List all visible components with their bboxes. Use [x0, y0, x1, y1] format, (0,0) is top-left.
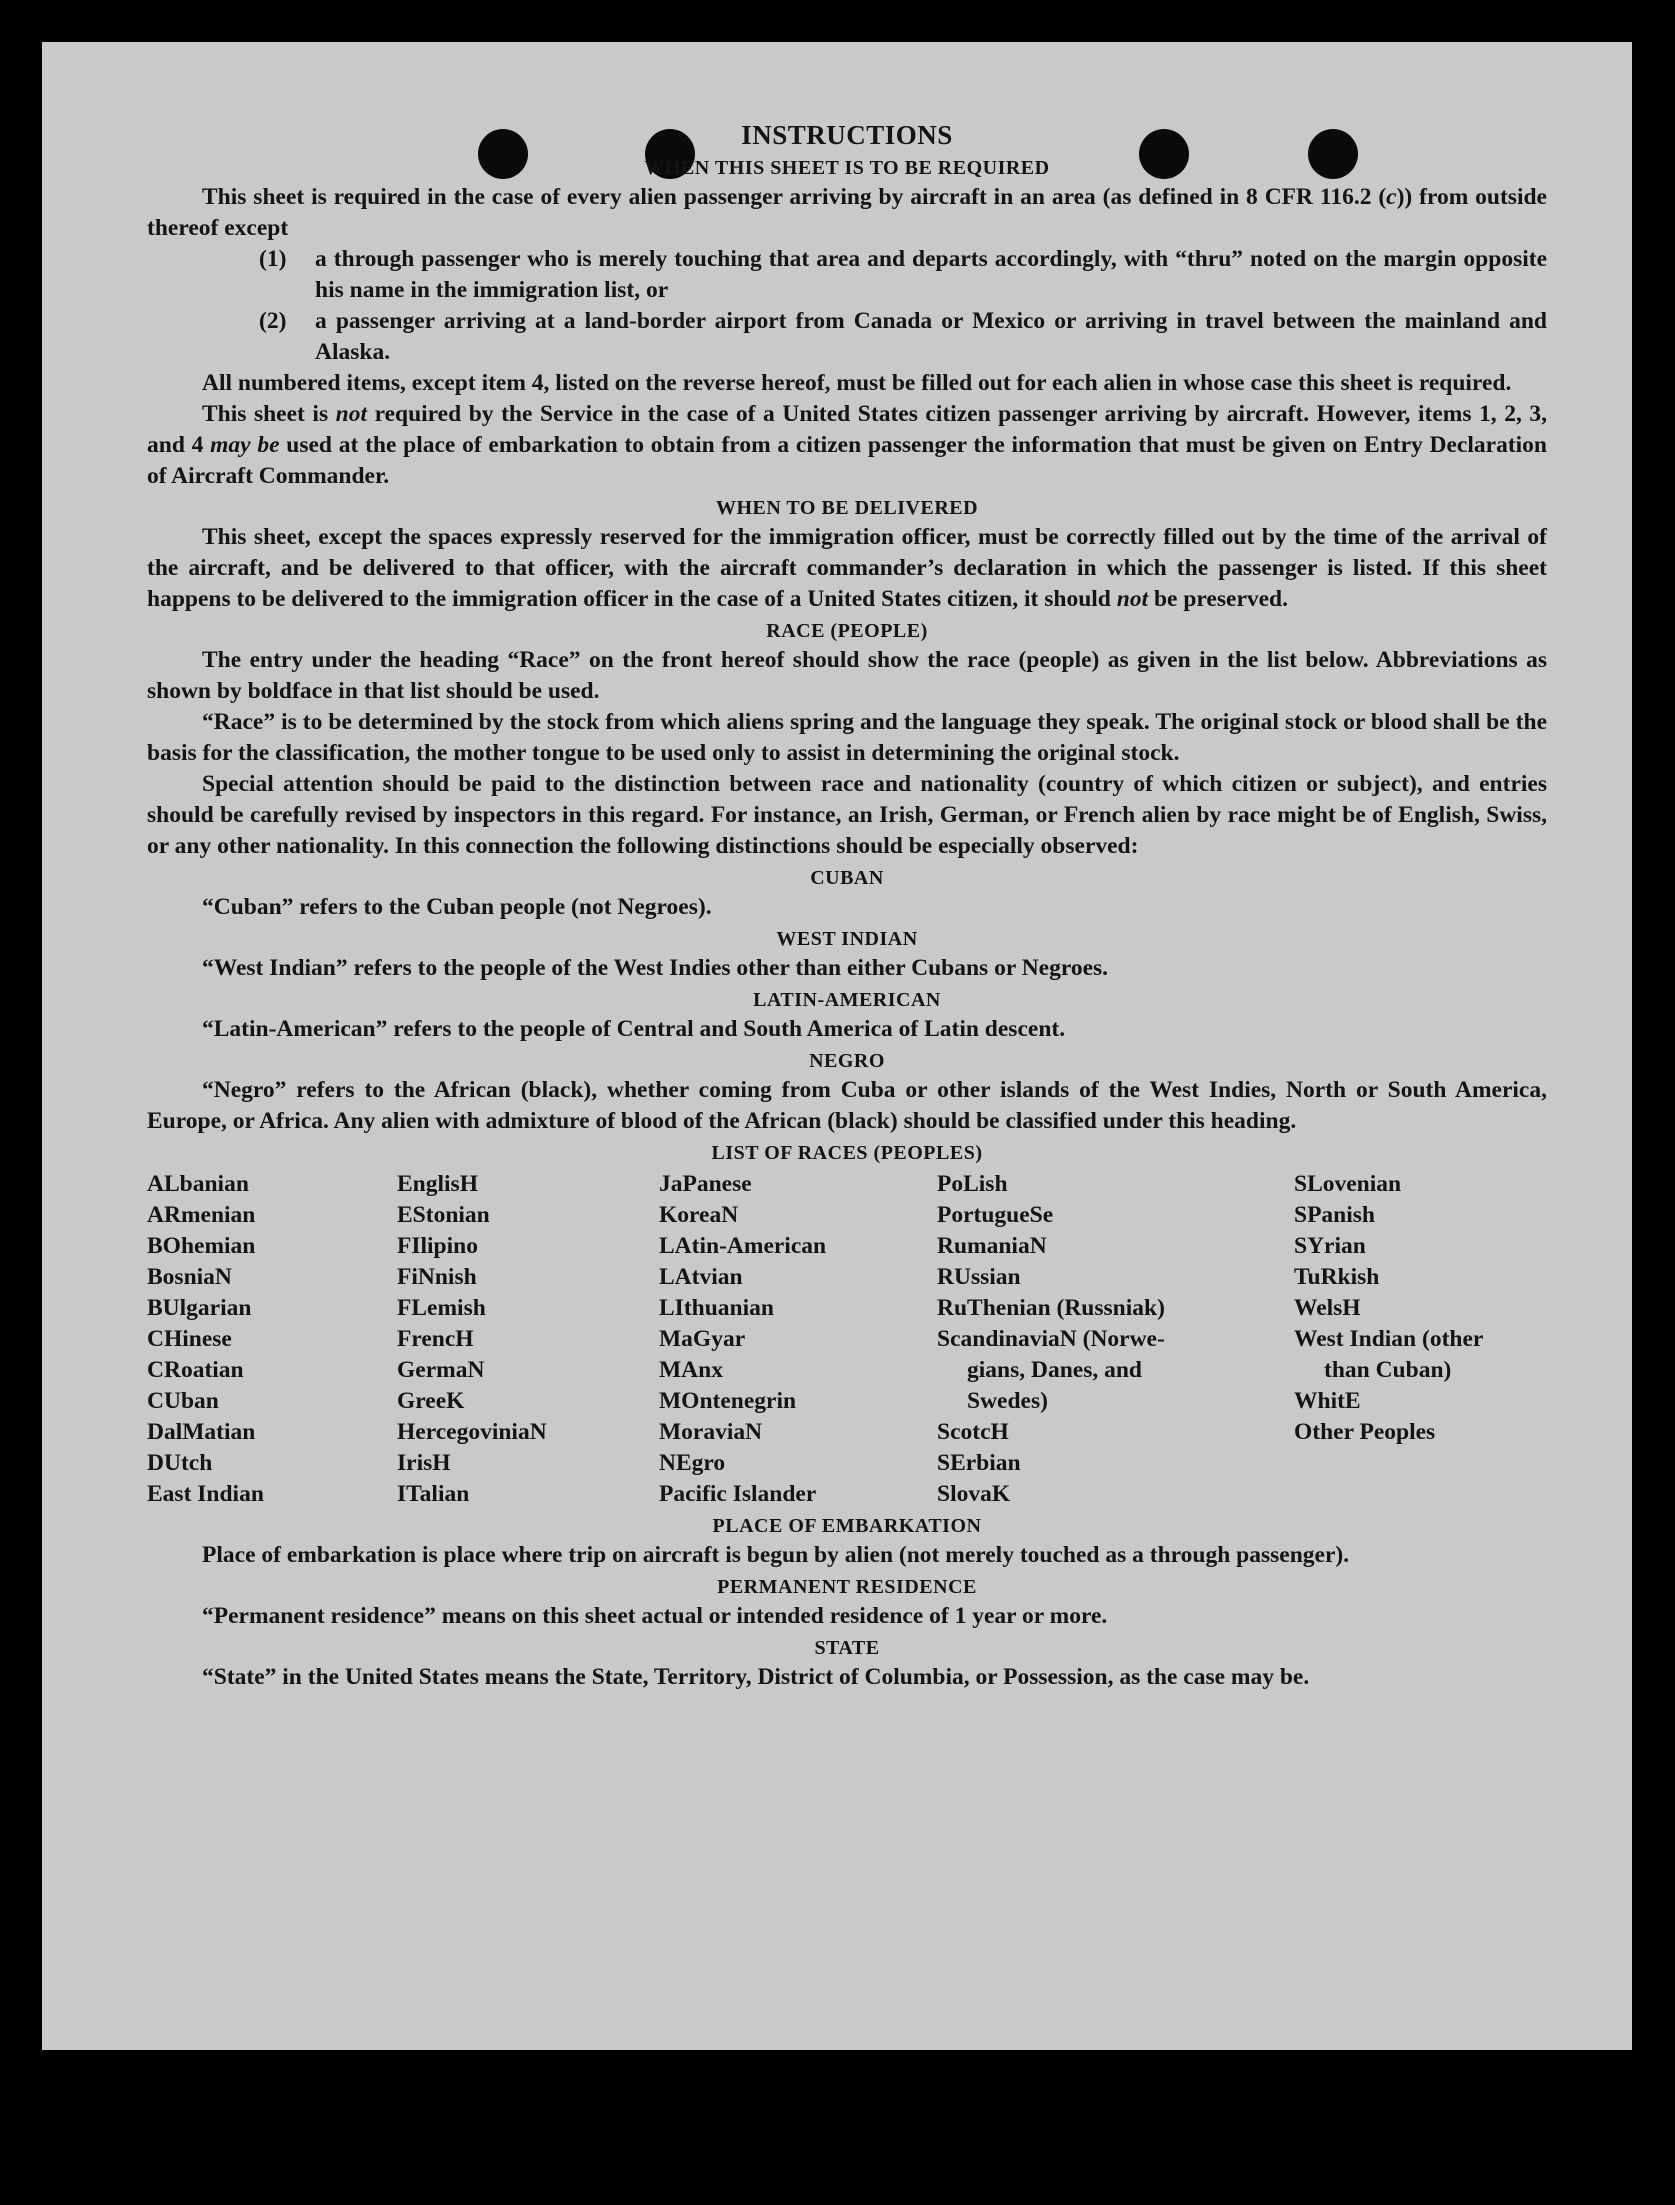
race-entry: CHinese	[147, 1326, 232, 1352]
race-entry: SPanish	[1294, 1202, 1375, 1228]
race-entry: MAnx	[659, 1357, 723, 1383]
section-heading-latin-american: LATIN-AMERICAN	[753, 989, 941, 1011]
text-segment: be preserved.	[1148, 586, 1288, 612]
paragraph	[147, 399, 1547, 492]
race-entry: TuRkish	[1294, 1264, 1380, 1290]
text-segment: )) from outside thereof except	[147, 184, 1547, 241]
paragraph	[147, 1014, 1547, 1045]
race-entry: Pacific Islander	[659, 1481, 817, 1507]
race-entry: MOntenegrin	[659, 1388, 797, 1414]
race-entry: LAtin-American	[659, 1233, 827, 1259]
paragraph	[147, 707, 1547, 769]
race-entry: MaGyar	[659, 1326, 746, 1352]
race-entry: JaPanese	[659, 1171, 752, 1197]
text-segment: Special attention should be paid to the distinction between race and nationality (country of which citizen or subject), and entries should be carefully revised by inspectors in this regard. For instance, an Irish, German, or French alien by race might be of English, Swiss, or any other nationality. In this connection the following distinctions should be especially observed:	[147, 771, 1547, 859]
emphasis-text: not	[1116, 586, 1149, 612]
race-entry: ALbanian	[147, 1171, 249, 1197]
race-entry: KoreaN	[659, 1202, 739, 1228]
section-heading-permanent-residence: PERMANENT RESIDENCE	[717, 1576, 977, 1598]
item-text	[315, 244, 1547, 306]
text-segment: required by the Service in the case of a United States citizen passenger arriving by aircraft. However, items 1, 2, 3, and 4	[147, 401, 1548, 458]
text-segment: a passenger arriving at a land-border airport from Canada or Mexico or arriving in travel between the mainland and Alaska.	[315, 308, 1547, 365]
race-entry: HercegoviniaN	[397, 1419, 547, 1445]
race-entry: ScandinaviaN (Norwe-	[937, 1326, 1165, 1352]
numbered-item	[259, 306, 1547, 368]
section-heading-race-people: RACE (PEOPLE)	[766, 620, 928, 642]
section-heading-west-indian: WEST INDIAN	[776, 928, 918, 950]
text-segment: This sheet is	[202, 401, 336, 427]
race-entry: DUtch	[147, 1450, 213, 1476]
race-entry: RumaniaN	[937, 1233, 1047, 1259]
paragraph	[147, 368, 1547, 399]
race-entry-continued: than Cuban)	[1324, 1357, 1452, 1383]
race-entry: EStonian	[397, 1202, 490, 1228]
race-entry-continued: gians, Danes, and	[967, 1357, 1142, 1383]
paragraph	[147, 953, 1547, 984]
race-entry: ScotcH	[937, 1419, 1009, 1445]
race-entry: PortugueSe	[937, 1202, 1054, 1228]
race-entry: PoLish	[937, 1171, 1008, 1197]
race-entry: BUlgarian	[147, 1295, 252, 1321]
emphasis-text: may be	[210, 432, 280, 458]
races-column	[659, 1169, 937, 1510]
paragraph	[147, 892, 1547, 923]
paragraph	[147, 645, 1547, 707]
section-heading-when-to-be-delivered: WHEN TO BE DELIVERED	[715, 497, 979, 519]
race-entry: SLovenian	[1294, 1171, 1402, 1197]
race-entry: MoraviaN	[659, 1419, 763, 1445]
race-entry: FrencH	[397, 1326, 474, 1352]
race-entry: NEgro	[659, 1450, 726, 1476]
race-entry: GermaN	[397, 1357, 485, 1383]
text-segment: “Race” is to be determined by the stock from which aliens spring and the language they speak. The original stock or blood shall be the basis for the classification, the mother tongue to be used only to assist in determining the original stock.	[147, 709, 1547, 766]
text-segment: “West Indian” refers to the people of the West Indies other than either Cubans or Negroes.	[202, 955, 1109, 981]
race-entry: CRoatian	[147, 1357, 244, 1383]
item-text	[315, 306, 1547, 368]
races-column	[937, 1169, 1294, 1510]
paragraph	[147, 182, 1547, 244]
paragraph	[147, 1601, 1547, 1632]
race-entry: RUssian	[937, 1264, 1021, 1290]
paragraph	[147, 769, 1547, 862]
paragraph	[147, 522, 1547, 615]
races-column	[147, 1169, 397, 1510]
races-list	[147, 1169, 1547, 1510]
paragraph	[147, 1540, 1547, 1571]
section-heading-cuban: CUBAN	[810, 867, 884, 889]
text-segment: used at the place of embarkation to obtain from a citizen passenger the information that must be given on Entry Declaration of Aircraft Commander.	[147, 432, 1547, 489]
race-entry: LAtvian	[659, 1264, 743, 1290]
race-entry: EnglisH	[397, 1171, 478, 1197]
race-entry: FIlipino	[397, 1233, 478, 1259]
instruction-sections	[147, 154, 1547, 1137]
races-heading: LIST OF RACES (PEOPLES)	[711, 1142, 983, 1164]
race-entry: SYrian	[1294, 1233, 1366, 1259]
race-entry: RuThenian (Russniak)	[937, 1295, 1165, 1321]
text-segment: a through passenger who is merely touching that area and departs accordingly, with “thru” noted on the margin opposite his name in the immigration list, or	[315, 246, 1547, 303]
race-entry: BOhemian	[147, 1233, 256, 1259]
race-entry: West Indian (other	[1294, 1326, 1484, 1352]
section-heading-negro: NEGRO	[809, 1050, 885, 1072]
emphasis-text: c	[1386, 184, 1397, 210]
instruction-sections-after	[147, 1512, 1547, 1693]
races-column	[397, 1169, 659, 1510]
race-entry: Other Peoples	[1294, 1419, 1436, 1445]
item-number: (1)	[259, 246, 287, 272]
race-entry: SlovaK	[937, 1481, 1011, 1507]
races-column	[1294, 1169, 1547, 1510]
text-segment: “Latin-American” refers to the people of Central and South America of Latin descent.	[202, 1016, 1066, 1042]
emphasis-text: not	[335, 401, 368, 427]
race-entry: LIthuanian	[659, 1295, 774, 1321]
section-heading-when-this-sheet-is-to-be-required: WHEN THIS SHEET IS TO BE REQUIRED	[644, 157, 1050, 179]
text-segment: “Negro” refers to the African (black), whether coming from Cuba or other islands of the West Indies, North or South America, Europe, or Africa. Any alien with admixture of blood of the African (black) should be classified under this heading.	[147, 1077, 1547, 1134]
paragraph	[147, 1075, 1547, 1137]
text-segment: “Cuban” refers to the Cuban people (not Negroes).	[202, 894, 712, 920]
text-segment: All numbered items, except item 4, listed on the reverse hereof, must be filled out for each alien in whose case this sheet is required.	[202, 370, 1512, 396]
text-segment: The entry under the heading “Race” on the front hereof should show the race (people) as given in the list below. Abbreviations as shown by boldface in that list should be used.	[147, 647, 1547, 704]
numbered-item	[259, 244, 1547, 306]
race-entry: SErbian	[937, 1450, 1021, 1476]
race-entry: ARmenian	[147, 1202, 256, 1228]
text-segment: “Permanent residence” means on this sheet actual or intended residence of 1 year or more.	[202, 1603, 1108, 1629]
page-title: INSTRUCTIONS	[741, 120, 953, 150]
text-segment: “State” in the United States means the State, Territory, District of Columbia, or Possession, as the case may be.	[202, 1664, 1310, 1690]
section-heading-place-of-embarkation: PLACE OF EMBARKATION	[712, 1515, 982, 1537]
item-number: (2)	[259, 308, 287, 334]
text-segment: This sheet is required in the case of every alien passenger arriving by aircraft in an area (as defined in 8 CFR 116.2 (	[202, 184, 1387, 210]
instructions-content	[147, 118, 1547, 1693]
race-entry: FLemish	[397, 1295, 486, 1321]
race-entry: East Indian	[147, 1481, 264, 1507]
race-entry: IrisH	[397, 1450, 451, 1476]
race-entry: WhitE	[1294, 1388, 1361, 1414]
text-segment: This sheet, except the spaces expressly reserved for the immigration officer, must be correctly filled out by the time of the arrival of the aircraft, and be delivered to that officer, with the aircraft commander’s declaration in which the passenger is listed. If this sheet happens to be delivered to the immigration officer in the case of a United States citizen, it should	[147, 524, 1547, 612]
race-entry: BosniaN	[147, 1264, 232, 1290]
section-heading-state: STATE	[814, 1637, 880, 1659]
race-entry: CUban	[147, 1388, 219, 1414]
race-entry-continued: Swedes)	[967, 1388, 1048, 1414]
race-entry: WelsH	[1294, 1295, 1361, 1321]
race-entry: FiNnish	[397, 1264, 477, 1290]
paragraph	[147, 1662, 1547, 1693]
race-entry: DalMatian	[147, 1419, 256, 1445]
text-segment: Place of embarkation is place where trip on aircraft is begun by alien (not merely touched as a through passenger).	[202, 1542, 1350, 1568]
race-entry: ITalian	[397, 1481, 470, 1507]
race-entry: GreeK	[397, 1388, 465, 1414]
